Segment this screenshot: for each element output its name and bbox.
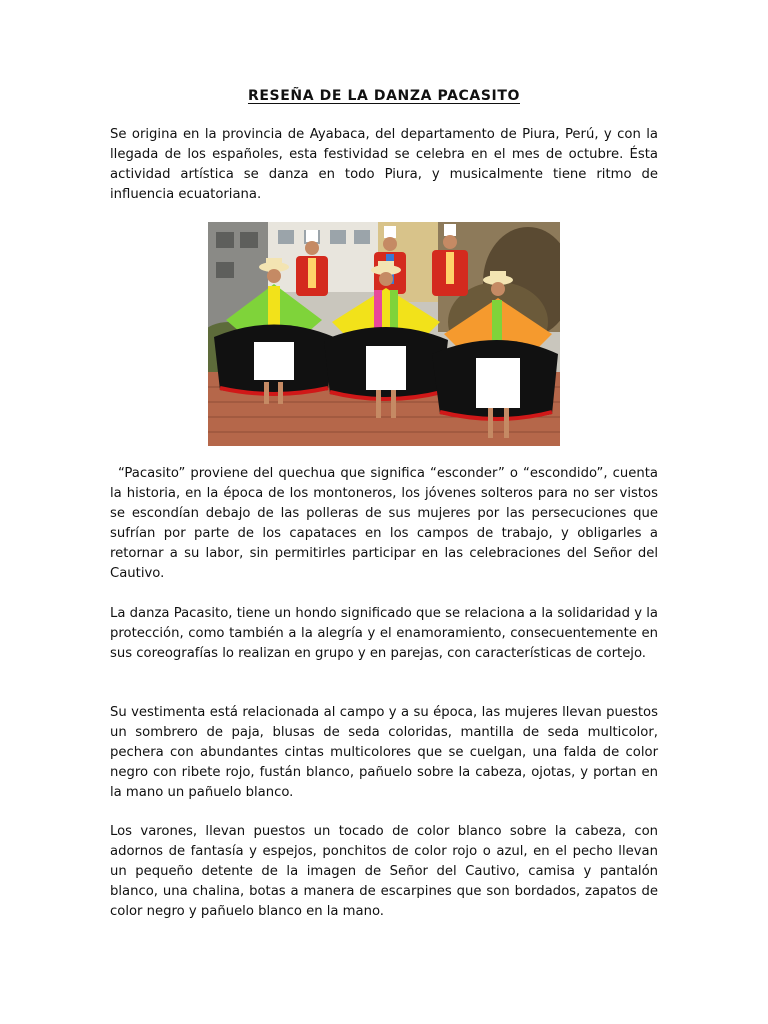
paragraph-meaning-of-name: “Pacasito” proviene del quechua que significa “esconder” o “escondido”, cuenta la historia, en la época de los montoneros, los jóvenes solteros para no ser vistos se escondían debajo de las polleras de sus mujeres por las persecuciones que sufrían por parte de los capataces en los campos de trabajo, y obligarles a retornar a su labor, sin permitirles participar en las celebraciones del Señor del Cautivo. bbox=[110, 466, 658, 581]
paragraph-significance: La danza Pacasito, tiene un hondo significado que se relaciona a la solidaridad y la protección, como también a la alegría y el enamoramiento, consecuentemente en sus coreografías lo realizan en grupo y en parejas, con características de cortejo. bbox=[110, 606, 658, 661]
document-title: RESEÑA DE LA DANZA PACASITO bbox=[247, 88, 520, 104]
dancers-photo bbox=[208, 222, 560, 446]
paragraph-men-costume: Los varones, llevan puestos un tocado de color blanco sobre la cabeza, con adornos de fantasía y espejos, ponchitos de color rojo o azul, en el pecho llevan un pequeño detente de la imagen de Señor del Cautivo, camisa y pantalón blanco, una chalina, botas a manera de escarpines que son bordados, zapatos de color negro y pañuelo blanco en la mano. bbox=[110, 824, 658, 919]
paragraph-women-costume: Su vestimenta está relacionada al campo y a su época, las mujeres llevan puestos un sombrero de paja, blusas de seda coloridas, mantilla de seda multicolor, pechera con abundantes cintas multicolores que se cuelgan, una falda de color negro con ribete rojo, fustán blanco, pañuelo sobre la cabeza, ojotas, y portan en la mano un pañuelo blanco. bbox=[110, 705, 658, 800]
paragraph-origin: Se origina en la provincia de Ayabaca, del departamento de Piura, Perú, y con la llegada de los españoles, esta festividad se celebra en el mes de octubre. Ésta actividad artística se danza en todo Piura, y musicalmente tiene ritmo de influencia ecuatoriana. bbox=[110, 127, 658, 202]
